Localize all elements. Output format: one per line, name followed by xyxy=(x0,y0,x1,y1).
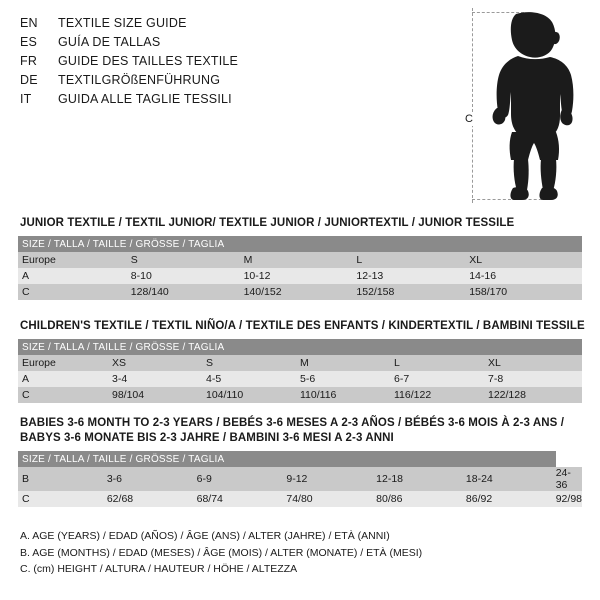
row-label: A xyxy=(18,371,112,387)
table-header-row xyxy=(18,451,582,467)
language-code: EN xyxy=(20,16,38,30)
cell: S xyxy=(131,252,244,268)
language-title: GUIDA ALLE TAGLIE TESSILI xyxy=(58,92,232,106)
cell: 8-10 xyxy=(131,268,244,284)
cell: 68/74 xyxy=(197,491,287,507)
cell: 7-8 xyxy=(488,371,582,387)
cell: 14-16 xyxy=(469,268,582,284)
cell: 152/158 xyxy=(356,284,469,300)
cell: 128/140 xyxy=(131,284,244,300)
footnote-b: B. AGE (MONTHS) / EDAD (MESES) / ÂGE (MOIS) / ALTER (MONATE) / ETÀ (MESI) xyxy=(20,546,423,559)
cell: XL xyxy=(488,355,582,371)
language-code: IT xyxy=(20,92,32,106)
table-header-row xyxy=(18,236,582,252)
cell: 158/170 xyxy=(469,284,582,300)
language-row xyxy=(20,71,440,90)
cell: 110/116 xyxy=(300,387,394,403)
cell: L xyxy=(356,252,469,268)
language-code: DE xyxy=(20,73,38,87)
row-label: Europe xyxy=(18,252,131,268)
children-size-table xyxy=(18,339,582,403)
cell: 3-4 xyxy=(112,371,206,387)
table-header-cell: SIZE / TALLA / TAILLE / GRÖSSE / TAGLIA xyxy=(18,236,582,252)
cell: 9-12 xyxy=(286,467,376,491)
measure-label-c: C xyxy=(465,113,473,125)
cell: 10-12 xyxy=(244,268,357,284)
cell: M xyxy=(300,355,394,371)
babies-title-line2: BABYS 3-6 MONATE BIS 2-3 JAHRE / BAMBINI 3-6 MESI A 2-3 ANNI xyxy=(20,432,394,444)
cell: 12-13 xyxy=(356,268,469,284)
toddler-silhouette-icon xyxy=(480,12,590,202)
cell: 24-36 xyxy=(556,467,582,491)
cell: 3-6 xyxy=(107,467,197,491)
cell: 98/104 xyxy=(112,387,206,403)
cell: 140/152 xyxy=(244,284,357,300)
measure-line-vertical xyxy=(472,8,473,203)
row-label: C xyxy=(18,387,112,403)
cell: 5-6 xyxy=(300,371,394,387)
cell: 116/122 xyxy=(394,387,488,403)
cell: 18-24 xyxy=(466,467,556,491)
footnotes xyxy=(20,528,580,578)
cell: 4-5 xyxy=(206,371,300,387)
table-row xyxy=(18,371,582,387)
language-row xyxy=(20,33,440,52)
babies-size-table xyxy=(18,451,582,507)
language-row xyxy=(20,14,440,33)
language-code: FR xyxy=(20,54,38,68)
language-title-list xyxy=(20,14,440,109)
table-row xyxy=(18,268,582,284)
cell: L xyxy=(394,355,488,371)
cell: 6-7 xyxy=(394,371,488,387)
cell: 74/80 xyxy=(286,491,376,507)
table-header-row xyxy=(18,339,582,355)
table-row xyxy=(18,355,582,371)
table-row xyxy=(18,252,582,268)
table-row xyxy=(18,467,582,491)
language-code: ES xyxy=(20,35,38,49)
cell: 6-9 xyxy=(197,467,287,491)
table-header-cell: SIZE / TALLA / TAILLE / GRÖSSE / TAGLIA xyxy=(18,339,582,355)
language-row xyxy=(20,52,440,71)
language-row xyxy=(20,90,440,109)
footnote-c: C. (cm) HEIGHT / ALTURA / HAUTEUR / HÖHE / ALTEZZA xyxy=(20,563,298,575)
cell: XL xyxy=(469,252,582,268)
cell: M xyxy=(244,252,357,268)
table-row xyxy=(18,491,582,507)
language-title: GUIDE DES TAILLES TEXTILE xyxy=(58,54,239,68)
cell: 122/128 xyxy=(488,387,582,403)
cell: S xyxy=(206,355,300,371)
table-row xyxy=(18,284,582,300)
row-label: Europe xyxy=(18,355,112,371)
cell: 86/92 xyxy=(466,491,556,507)
cell: XS xyxy=(112,355,206,371)
junior-size-table xyxy=(18,236,582,300)
table-row xyxy=(18,387,582,403)
cell: 12-18 xyxy=(376,467,466,491)
language-title: TEXTILGRÖßENFÜHRUNG xyxy=(58,73,221,87)
junior-table-title: JUNIOR TEXTILE / TEXTIL JUNIOR/ TEXTILE JUNIOR / JUNIORTEXTIL / JUNIOR TESSILE xyxy=(20,217,515,229)
cell: 92/98 xyxy=(555,493,582,505)
table-header-cell: SIZE / TALLA / TAILLE / GRÖSSE / TAGLIA xyxy=(18,451,556,467)
language-title: GUÍA DE TALLAS xyxy=(58,35,161,49)
row-label: C xyxy=(18,491,107,507)
cell: 62/68 xyxy=(107,491,197,507)
language-title: TEXTILE SIZE GUIDE xyxy=(58,16,187,30)
cell: 80/86 xyxy=(376,491,466,507)
row-label: A xyxy=(18,268,131,284)
measurement-figure xyxy=(455,8,590,203)
row-label: B xyxy=(18,467,107,491)
row-label: C xyxy=(18,284,131,300)
babies-table-title xyxy=(20,416,564,446)
babies-title-line1: BABIES 3-6 MONTH TO 2-3 YEARS / BEBÉS 3-6 MESES A 2-3 AÑOS / BÉBÉS 3-6 MOIS À 2-3 ANS / xyxy=(20,417,564,429)
footnote-a: A. AGE (YEARS) / EDAD (AÑOS) / ÂGE (ANS) / ALTER (JAHRE) / ETÀ (ANNI) xyxy=(20,530,390,542)
cell: 104/110 xyxy=(206,387,300,403)
children-table-title: CHILDREN'S TEXTILE / TEXTIL NIÑO/A / TEXTILE DES ENFANTS / KINDERTEXTIL / BAMBINI TESSILE xyxy=(20,320,585,332)
